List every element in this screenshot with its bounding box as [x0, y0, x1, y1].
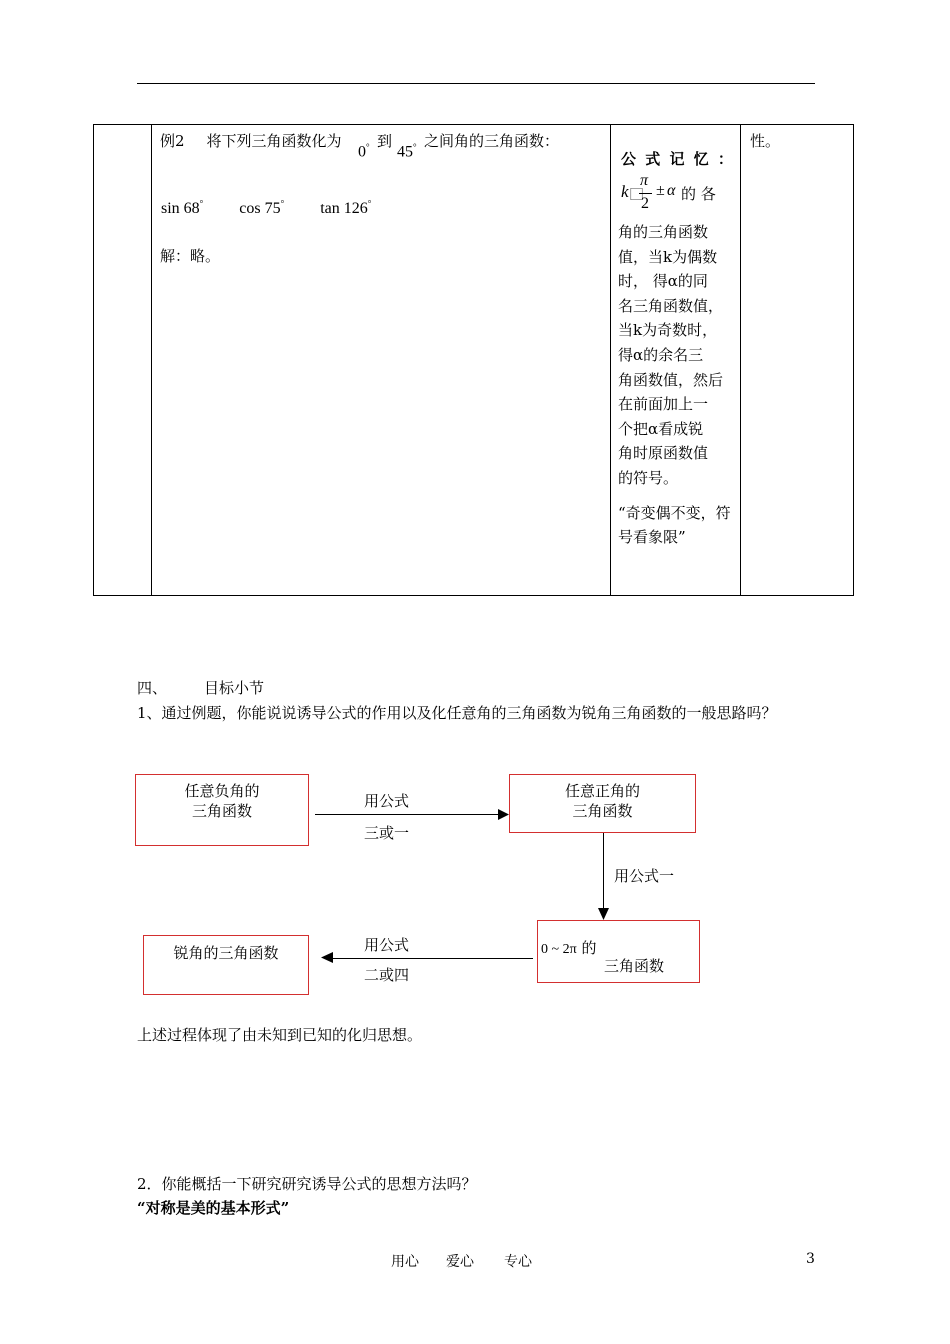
footer-word: 专心	[504, 1254, 532, 1270]
memory-line: 在前面加上一	[618, 395, 709, 414]
flow-arrow-1	[315, 814, 501, 815]
example-text: 将下列三角函数化为	[206, 132, 342, 150]
footer-word: 用心	[391, 1254, 419, 1270]
footer-word: 爱心	[446, 1254, 474, 1270]
arrow-3-label-bottom: 二或四	[364, 966, 410, 984]
lesson-table	[93, 124, 854, 596]
arrow-1-label-top: 用公式	[364, 792, 410, 810]
example-label: 例2	[160, 132, 185, 150]
flow-arrow-3	[331, 958, 533, 959]
memory-lines	[618, 220, 732, 550]
from-angle: 0°	[358, 142, 370, 161]
arrow-left-icon	[321, 952, 333, 963]
memory-quote: “奇变偶不变，符号看象限”	[618, 503, 731, 547]
memory-line: 当k为奇数时，	[618, 321, 718, 340]
memory-line: 角的三角函数	[618, 223, 709, 241]
table-divider	[740, 125, 741, 595]
solution: 解：略。	[160, 247, 221, 265]
question-2-answer: “对称是美的基本形式”	[137, 1199, 290, 1217]
arrow-down-icon	[598, 908, 609, 920]
table-divider	[151, 125, 152, 595]
func-sin: sin 68°	[161, 199, 204, 218]
table-divider	[610, 125, 611, 595]
memory-line: 得α的余名三	[618, 345, 704, 364]
flow-arrow-2	[603, 833, 604, 911]
to-angle: 45°	[397, 142, 417, 161]
section-number: 四、	[137, 679, 168, 697]
conclusion: 上述过程体现了由未知到已知的化归思想。	[137, 1026, 423, 1044]
page-number: 3	[806, 1251, 815, 1267]
memory-line: 角时原函数值	[618, 444, 709, 463]
example-statement	[160, 130, 342, 151]
memory-line: 的符号。	[618, 468, 679, 487]
question-1: 1、通过例题，你能说说诱导公式的作用以及化任意角的三角函数为锐角三角函数的一般思路吗？	[137, 704, 777, 722]
arrow-3-label-top: 用公式	[364, 936, 410, 954]
memory-line: 名三角函数值，	[618, 296, 724, 315]
memory-line: 个把α看成锐	[618, 419, 704, 438]
arrow-1-label-bottom: 三或一	[364, 824, 410, 842]
section-title: 目标小节	[204, 679, 265, 697]
arrow-right-icon	[498, 809, 510, 820]
header-rule	[137, 83, 815, 84]
flow-box-positive-angle: 任意正角的 三角函数	[509, 774, 696, 833]
question-2: 2．你能概括一下研究研究诱导公式的思想方法吗？	[137, 1175, 477, 1193]
memory-line: 时， 得α的同	[618, 272, 708, 291]
right-column-text: 性。	[750, 132, 781, 150]
function-list	[161, 199, 371, 218]
arrow-2-label: 用公式一	[614, 867, 675, 885]
example-text-after: 之间角的三角函数：	[424, 132, 560, 150]
memory-line: 角函数值，然后	[618, 370, 724, 389]
flow-box-acute-angle: 锐角的三角函数	[143, 935, 309, 995]
formula: k ⃞ π 2 ± α 的 各	[621, 172, 716, 212]
memory-title: 公 式 记 忆 ：	[621, 150, 735, 168]
flow-box-0-2pi: 0 ~ 2π 的 三角函数	[537, 920, 700, 983]
to-word: 到	[377, 132, 393, 150]
memory-line: 值，当k为偶数	[618, 247, 718, 266]
flow-box-negative-angle: 任意负角的 三角函数	[135, 774, 309, 846]
func-tan: tan 126°	[320, 199, 372, 218]
func-cos: cos 75°	[239, 199, 285, 218]
